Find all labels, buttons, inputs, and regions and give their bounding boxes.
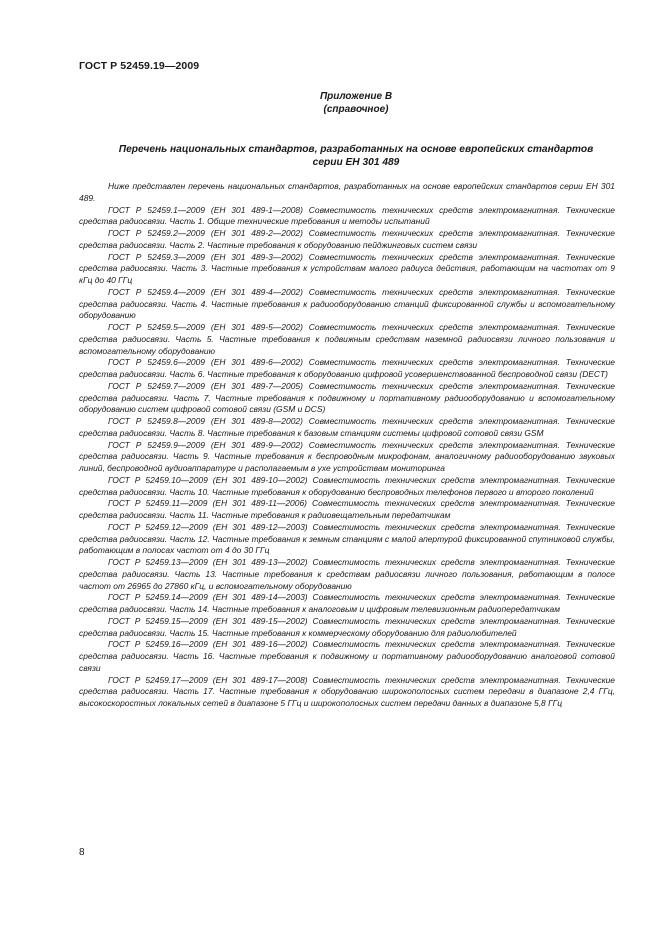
standard-entry: ГОСТ Р 52459.9—2009 (ЕН 301 489-9—2002) Совместимость технических средств электромагнитная. Технические средства радиосвязи. Часть 9. Частные требования к беспроводным микрофонам, аналогичному радиооборудованию звуковых линий, беспроводной аудиоаппаратуре и располагаемым в ухе устройствам мониторинга — [79, 439, 615, 473]
standard-entry: ГОСТ Р 52459.10—2009 (ЕН 301 489-10—2002) Совместимость технических средств электромагнитная. Технические средства радиосвязи. Часть 10. Частные требования к оборудованию беспроводных телефонов первого и второго поколений — [79, 474, 615, 497]
section-heading-line: серии ЕН 301 489 — [312, 157, 400, 168]
standard-entry: ГОСТ Р 52459.3—2009 (ЕН 301 489-3—2002) Совместимость технических средств электромагнитная. Технические средства радиосвязи. Часть 3. Частные требования к устройствам малого радиуса действия, работающим на частотах от 9 кГц до 40 ГГц — [79, 251, 615, 285]
appendix-title: Приложение В — [319, 91, 393, 102]
standard-entry: ГОСТ Р 52459.11—2009 (ЕН 301 489-11—2006) Совместимость технических средств электромагнитная. Технические средства радиосвязи. Часть 11. Частные требования к радиовещательным передатчикам — [79, 498, 615, 520]
section-heading — [79, 143, 633, 169]
standard-entry: ГОСТ Р 52459.17—2009 (ЕН 301 489-17—2008) Совместимость технических средств электромагнитная. Технические средства радиосвязи. Часть 17. Частные требования к оборудованию широкополосных систем передачи в диапазоне 2,4 ГГц, высокоскоростных локальных сетей в диапазоне 5 ГГц и широкополосных систем передачи данных в диапазоне 5,8 ГГц — [79, 674, 615, 708]
standard-entry: ГОСТ Р 52459.12—2009 (ЕН 301 489-12—2003) Совместимость технических средств электромагнитная. Технические средства радиосвязи. Часть 12. Частные требования к земным станциям с малой апертурой фиксированной спутниковой службы, работающим в полосах частот от 4 до 30 ГГц — [79, 521, 615, 556]
appendix-subtitle: (справочное) — [323, 104, 389, 115]
standard-entry: ГОСТ Р 52459.15—2009 (ЕН 301 489-15—2002) Совместимость технических средств электромагнитная. Технические средства радиосвязи. Часть 15. Частные требования к коммерческому оборудованию для радиолюбителей — [79, 615, 615, 638]
intro-paragraph: Ниже представлен перечень национальных стандартов, разработанных на основе европейских стандартов серии ЕН 301 489. — [79, 181, 615, 203]
standards-list — [79, 181, 615, 710]
standard-entry: ГОСТ Р 52459.6—2009 (ЕН 301 489-6—2002) Совместимость технических средств электромагнитная. Технические средства радиосвязи. Часть 6. Частные требования к оборудованию цифровой усовершенствованной беспроводной связи (DECT) — [79, 357, 615, 379]
standard-entry: ГОСТ Р 52459.5—2009 (ЕН 301 489-5—2002) Совместимость технических средств электромагнитная. Технические средства радиосвязи. Часть 5. Частные требования к подвижным средствам наземной радиосвязи личного пользования и вспомогательному оборудованию — [79, 322, 615, 356]
standard-entry: ГОСТ Р 52459.8—2009 (ЕН 301 489-8—2002) Совместимость технических средств электромагнитная. Технические средства радиосвязи. Часть 8. Частные требования к базовым станциям системы цифровой сотовой связи GSM — [79, 416, 615, 438]
standard-entry: ГОСТ Р 52459.13—2009 (ЕН 301 489-13—2002) Совместимость технических средств электромагнитная. Технические средства радиосвязи. Часть 13. Частные требования к средствам радиосвязи личного пользования, работающим в полосе частот от 26965 до 27860 кГц, и вспомогательному оборудованию — [79, 557, 615, 591]
standard-entry: ГОСТ Р 52459.1—2009 (ЕН 301 489-1—2008) Совместимость технических средств электромагнитная. Технические средства радиосвязи. Часть 1. Общие технические требования и методы испытаний — [79, 204, 615, 227]
document-id: ГОСТ Р 52459.19—2009 — [79, 60, 200, 72]
section-heading-line: Перечень национальных стандартов, разработанных на основе европейских стандартов — [118, 144, 594, 155]
standard-entry: ГОСТ Р 52459.16—2009 (ЕН 301 489-16—2002) Совместимость технических средств электромагнитная. Технические средства радиосвязи. Часть 16. Частные требования к подвижному и портативному радиооборудованию аналоговой сотовой связи — [79, 639, 615, 673]
page-number: 8 — [79, 847, 85, 858]
standard-entry: ГОСТ Р 52459.4—2009 (ЕН 301 489-4—2002) Совместимость технических средств электромагнитная. Технические средства радиосвязи. Часть 4. Частные требования к радиооборудованию станций фиксированной службы и вспомогательному оборудованию — [79, 286, 615, 321]
standard-entry: ГОСТ Р 52459.7—2009 (ЕН 301 489-7—2005) Совместимость технических средств электромагнитная. Технические средства радиосвязи. Часть 7. Частные требования к подвижному и портативному радиооборудованию и вспомогательному оборудованию систем цифровой сотовой связи (GSM и DCS) — [79, 380, 615, 415]
standard-entry: ГОСТ Р 52459.14—2009 (ЕН 301 489-14—2003) Совместимость технических средств электромагнитная. Технические средства радиосвязи. Часть 14. Частные требования к аналоговым и цифровым телевизионным радиопередатчикам — [79, 592, 615, 614]
standard-entry: ГОСТ Р 52459.2—2009 (ЕН 301 489-2—2002) Совместимость технических средств электромагнитная. Технические средства радиосвязи. Часть 2. Частные требования к оборудованию пейджинговых систем связи — [79, 228, 615, 250]
